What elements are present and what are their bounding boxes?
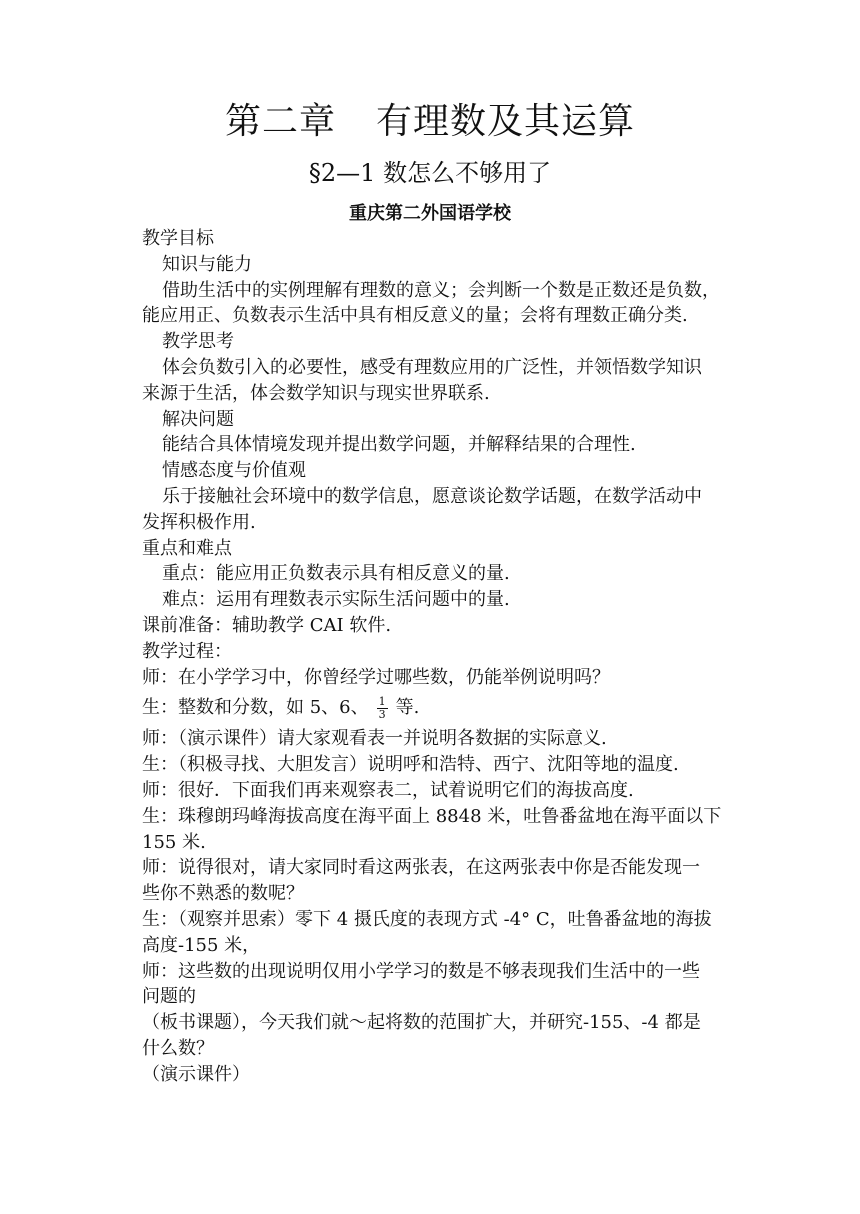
fraction-line-before: 生：整数和分数，如 5、6、 [142,697,369,719]
fraction-one-third [377,696,388,721]
text-line: 生：（观察并思索）零下 4 摄氏度的表现方式 -4° C，吐鲁番盆地的海拔 [142,908,712,930]
chapter-name: 有理数及其运算 [376,101,636,142]
text-line: 体会负数引入的必要性，感受有理数应用的广泛性，并领悟数学知识 [162,356,702,378]
text-line: 师：在小学学习中，你曾经学过哪些数，仍能举例说明吗？ [142,666,610,688]
section-title: §2—1 数怎么不够用了 [308,159,552,187]
text-line: 情感态度与价值观 [162,460,306,482]
text-line: 难点：运用有理数表示实际生活问题中的量. [162,589,510,611]
fraction-denominator: 3 [378,707,386,721]
chapter-title [0,96,860,148]
text-line: 乐于接触社会环境中的数学信息，愿意谈论数学话题，在数学活动中 [162,485,702,507]
text-line: 师：（演示课件）请大家观看表一并说明各数据的实际意义. [142,728,607,750]
text-line: 教学思考 [162,331,234,353]
school-name: 重庆第二外国语学校 [349,203,511,224]
text-line: 课前准备：辅助教学 CAI 软件. [142,614,392,636]
fraction-line-after: 等. [395,697,420,719]
text-line: 重点和难点 [142,537,232,559]
text-line: 生：（积极寻找、大胆发言）说明呼和浩特、西宁、沈阳等地的温度. [142,754,679,776]
text-line: 能应用正、负数表示生活中具有相反意义的量；会将有理数正确分类. [142,305,688,327]
text-line: （演示课件） [142,1063,250,1085]
text-line: 生：珠穆朗玛峰海拔高度在海平面上 8848 米，吐鲁番盆地在海平面以下 [142,805,722,827]
text-line: 些你不熟悉的数呢？ [142,883,304,905]
fraction-numerator: 1 [378,694,386,708]
lesson-lines-part-1 [142,226,768,690]
text-line: 知识与能力 [162,253,252,275]
text-line: 借助生活中的实例理解有理数的意义；会判断一个数是正数还是负数， [162,279,720,301]
text-line: 师：这些数的出现说明仅用小学学习的数是不够表现我们生活中的一些 [142,960,700,982]
text-line: 重点：能应用正负数表示具有相反意义的量. [162,563,510,585]
text-line: （板书课题），今天我们就～起将数的范围扩大，并研究-155、-4 都是 [142,1012,701,1034]
text-line: 来源于生活，体会数学知识与现实世界联系. [142,382,490,404]
text-line: 问题的 [142,986,196,1008]
text-line: 发挥积极作用. [142,511,256,533]
text-line: 什么数？ [142,1037,214,1059]
fraction-example-line [142,690,768,726]
text-line: 师：很好．下面我们再来观察表二，试着说明它们的海拔高度. [142,779,634,801]
text-line: 教学目标 [142,228,214,249]
text-line: 能结合具体情境发现并提出数学问题，并解释结果的合理性. [162,434,636,456]
lesson-body [142,226,768,1088]
text-line: 解决问题 [162,408,234,430]
text-line: 教学过程： [142,640,232,662]
chapter-number: 第二章 [224,101,336,142]
text-line: 高度-155 米， [142,934,261,956]
lesson-lines-part-2 [142,726,768,1087]
text-line: 155 米. [142,831,206,853]
text-line: 师：说得很对，请大家同时看这两张表，在这两张表中你是否能发现一 [142,857,700,879]
